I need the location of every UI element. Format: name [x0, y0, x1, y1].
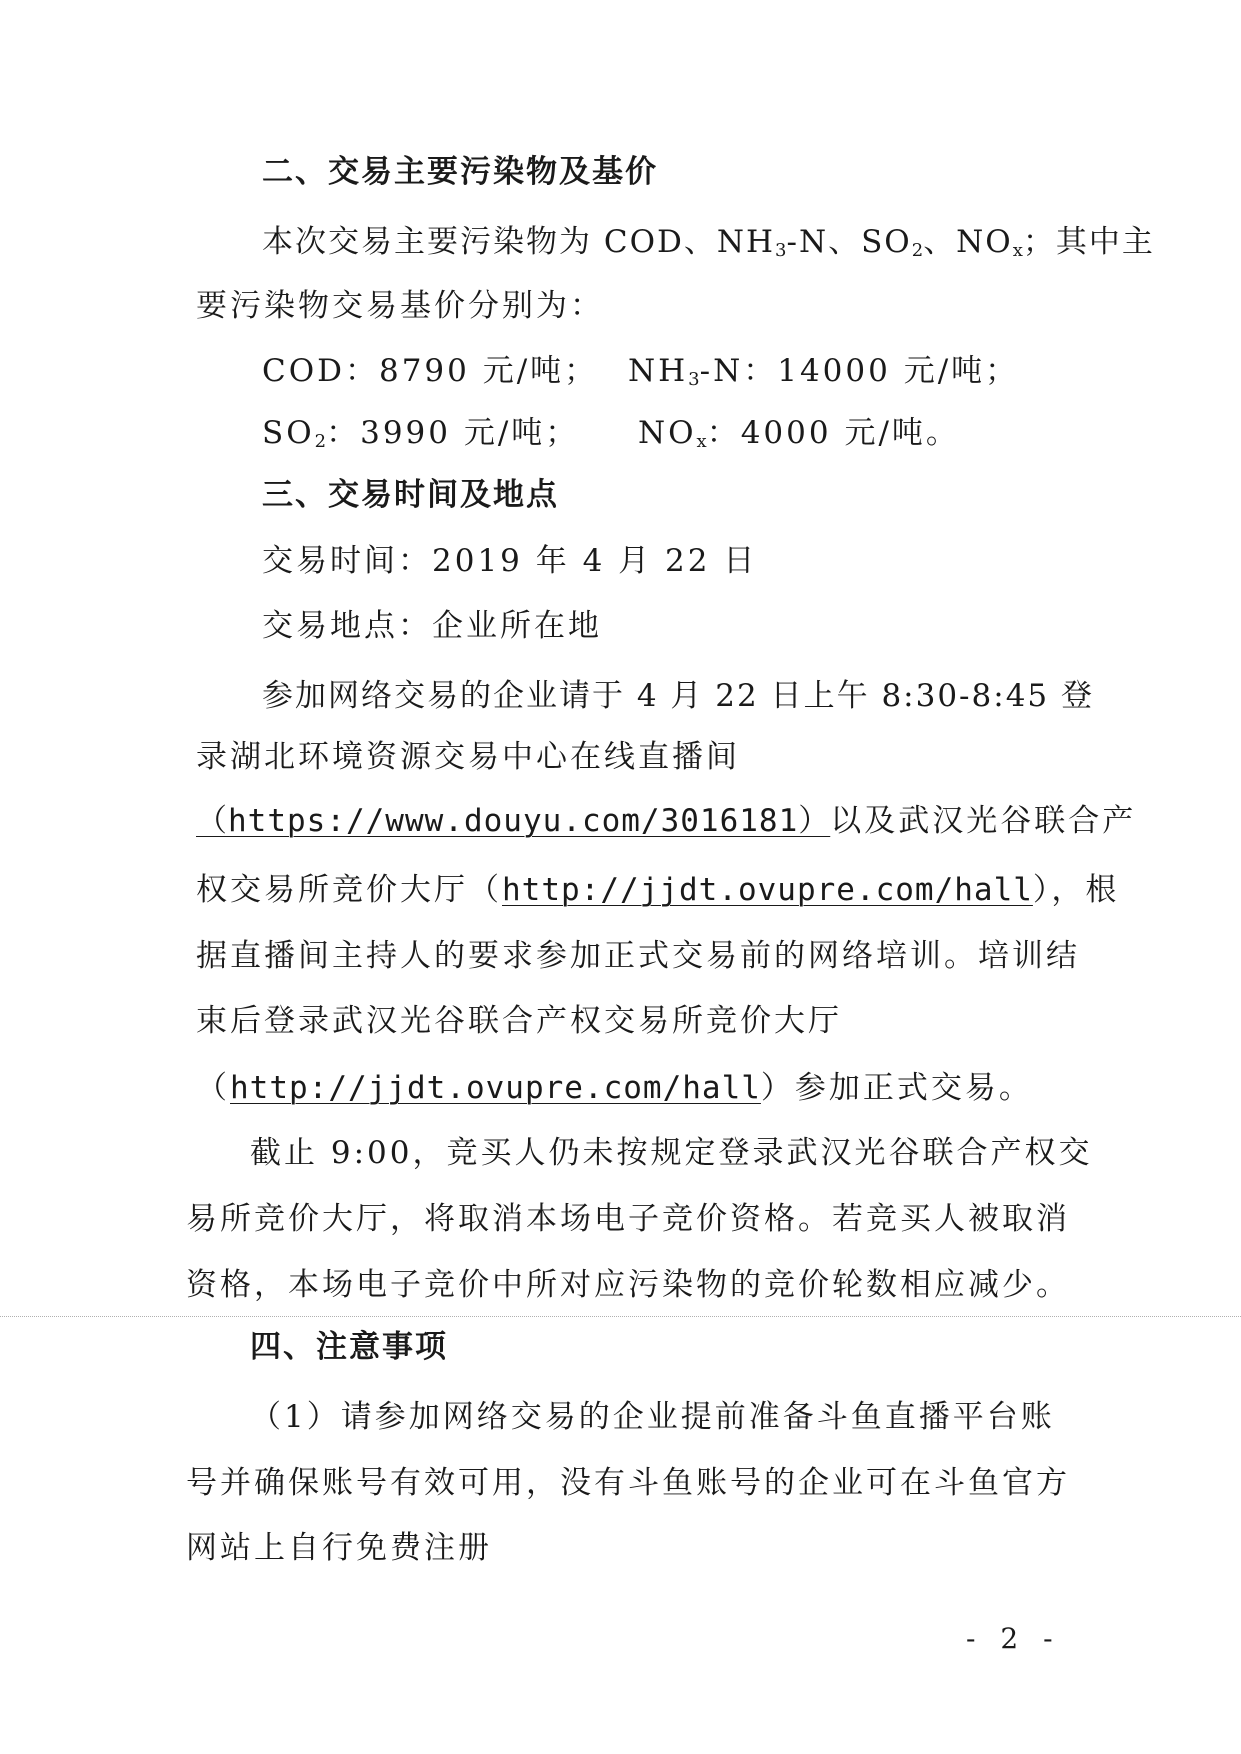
page-number: - 2 -	[966, 1622, 1061, 1655]
p1-line-6: 束后登录武汉光谷联合产权交易所竞价大厅	[196, 1003, 842, 1039]
price-nox: $NO_x$：4000 元/吨。	[638, 415, 960, 452]
section-2-intro-line-1: 本次交易主要污染物为 COD、$NH_3-N$、$SO_2$、$NO_x$；其中主	[262, 224, 1155, 261]
p1-line-5: 据直播间主持人的要求参加正式交易前的网络培训。培训结	[196, 938, 1080, 974]
price-cod: COD：8790 元/吨；	[262, 353, 599, 389]
auction-hall-link-2[interactable]: http://jjdt.ovupre.com/hall	[230, 1070, 761, 1106]
note-1-line-3: 网站上自行免费注册	[186, 1530, 492, 1566]
price-nh3n: $NH_3-N$：14000 元/吨；	[628, 353, 1020, 390]
p2-line-3: 资格，本场电子竞价中所对应污染物的竞价轮数相应减少。	[186, 1267, 1070, 1303]
price-so2: $SO_2$：3990 元/吨；	[262, 415, 580, 452]
note-1-line-2: 号并确保账号有效可用，没有斗鱼账号的企业可在斗鱼官方	[186, 1465, 1070, 1501]
p1-line-3: （https://www.douyu.com/3016181）以及武汉光谷联合产	[196, 803, 1137, 839]
section-2-intro-line-2: 要污染物交易基价分别为：	[196, 288, 604, 324]
p1-line-1: 参加网络交易的企业请于 4 月 22 日上午 8:30-8:45 登	[262, 678, 1094, 714]
auction-hall-link[interactable]: http://jjdt.ovupre.com/hall	[502, 872, 1033, 908]
trade-time: 交易时间：2019 年 4 月 22 日	[262, 543, 758, 579]
p1-line-4: 权交易所竞价大厅（http://jjdt.ovupre.com/hall），根	[196, 872, 1120, 908]
p1-line-2: 录湖北环境资源交易中心在线直播间	[196, 739, 740, 775]
section-3-heading: 三、交易时间及地点	[262, 477, 559, 513]
douyu-live-link[interactable]: （https://www.douyu.com/3016181）	[196, 803, 831, 839]
p2-line-1: 截止 9:00，竞买人仍未按规定登录武汉光谷联合产权交	[250, 1135, 1093, 1171]
p1-line-7: （http://jjdt.ovupre.com/hall）参加正式交易。	[196, 1070, 1033, 1106]
section-4-heading: 四、注意事项	[250, 1329, 448, 1365]
p2-line-2: 易所竞价大厅，将取消本场电子竞价资格。若竞买人被取消	[186, 1201, 1070, 1237]
trade-place: 交易地点：企业所在地	[262, 608, 602, 644]
section-2-heading: 二、交易主要污染物及基价	[262, 154, 658, 190]
scan-artifact-line	[0, 1316, 1241, 1317]
note-1-line-1: （1）请参加网络交易的企业提前准备斗鱼直播平台账	[250, 1399, 1055, 1435]
